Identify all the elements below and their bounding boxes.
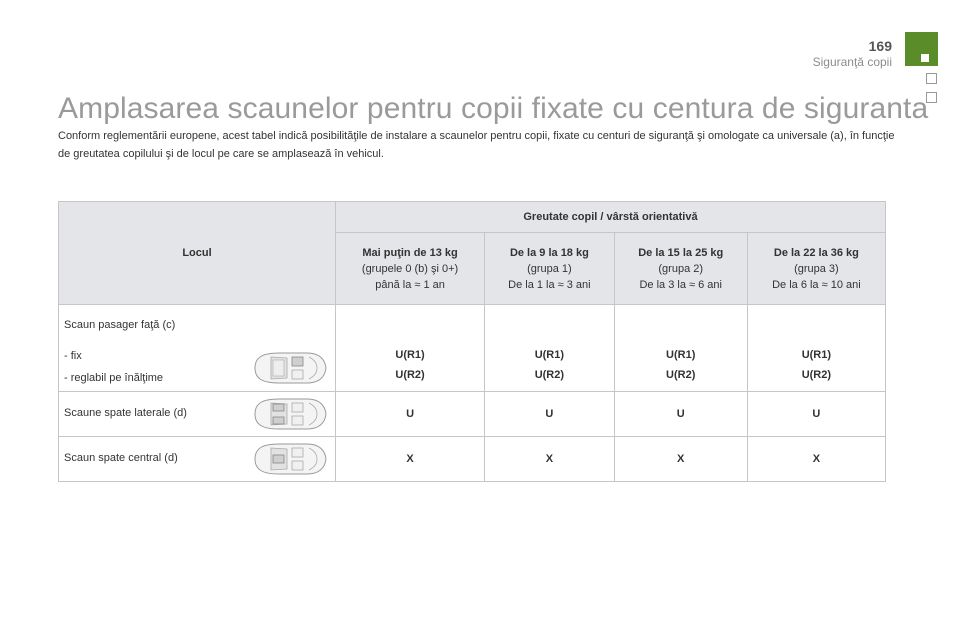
page-title: Amplasarea scaunelor pentru copii fixate cu centura de siguranta: [58, 92, 929, 125]
seat-value-cell: X: [485, 437, 615, 482]
column-group: (grupa 2): [658, 262, 704, 275]
car-top-view-icon: [249, 395, 329, 433]
seat-value-fix: U(R1): [666, 349, 696, 361]
column-group: (grupa 3): [794, 262, 839, 275]
column-weight: De la 22 la 36 kg: [773, 246, 859, 259]
seat-value-fix: U(R1): [395, 349, 425, 361]
seat-value-adjustable: U(R2): [666, 369, 696, 381]
column-age: De la 3 la ≈ 6 ani: [639, 278, 722, 291]
column-age: De la 1 la ≈ 3 ani: [508, 278, 591, 291]
column-header: [614, 233, 747, 305]
table-row: [59, 392, 886, 437]
car-top-view-icon: [249, 440, 329, 478]
seat-value-fix: U(R1): [534, 349, 565, 361]
seat-value-cell: [485, 305, 615, 392]
row-sub-label: - reglabil pe înălţime: [64, 372, 164, 384]
weight-age-header: Greutate copil / vârstă orientativă: [336, 202, 886, 233]
seat-value-adjustable: U(R2): [534, 369, 565, 381]
column-header: [336, 233, 485, 305]
table-row: [59, 437, 886, 482]
seat-value-fix: U(R1): [801, 349, 832, 361]
seat-value-cell: [336, 305, 485, 392]
rear-side-cell: [59, 392, 336, 437]
column-group: (grupa 1): [527, 262, 572, 275]
front-passenger-cell: [59, 305, 336, 392]
seat-value-adjustable: U(R2): [395, 369, 425, 381]
column-age: până la ≈ 1 an: [375, 278, 445, 291]
column-group: (grupele 0 (b) şi 0+): [361, 262, 459, 275]
page-number: 169: [868, 38, 892, 54]
column-weight: De la 15 la 25 kg: [638, 246, 724, 259]
table-row: [59, 305, 886, 392]
seat-value-cell: X: [614, 437, 747, 482]
seat-value-cell: U: [747, 392, 885, 437]
row-sub-label: - fix: [64, 350, 82, 362]
column-weight: De la 9 la 18 kg: [509, 246, 589, 259]
place-header: Locul: [59, 202, 336, 305]
child-seat-table: [58, 201, 886, 482]
seat-value-cell: [614, 305, 747, 392]
seat-value-cell: U: [485, 392, 615, 437]
column-weight: Mai puţin de 13 kg: [362, 246, 458, 259]
seat-value-cell: X: [336, 437, 485, 482]
row-label: Scaun pasager faţă (c): [64, 319, 176, 331]
row-label: Scaune spate laterale (d): [64, 407, 187, 419]
intro-paragraph: Conform reglementării europene, acest tabel indică posibilităţile de instalare a scaunelor pentru copii, fixate cu centuri de siguranţă şi omologate ca universale (a), în funcţie de greutatea copilului şi de locul pe care se amplasează în vehicul.: [58, 130, 895, 160]
column-header: [485, 233, 615, 305]
seat-value-cell: [747, 305, 885, 392]
rear-center-cell: [59, 437, 336, 482]
seat-value-adjustable: U(R2): [801, 369, 832, 381]
column-age: De la 6 la ≈ 10 ani: [772, 278, 861, 291]
seat-value-cell: U: [614, 392, 747, 437]
section-title: Siguranţă copii: [812, 55, 892, 69]
seat-value-cell: U: [336, 392, 485, 437]
section-marker-empty: [926, 73, 937, 84]
column-header: [747, 233, 885, 305]
section-marker: [905, 32, 938, 66]
seat-value-cell: X: [747, 437, 885, 482]
row-label: Scaun spate central (d): [64, 452, 178, 464]
car-top-view-icon: [249, 349, 329, 387]
